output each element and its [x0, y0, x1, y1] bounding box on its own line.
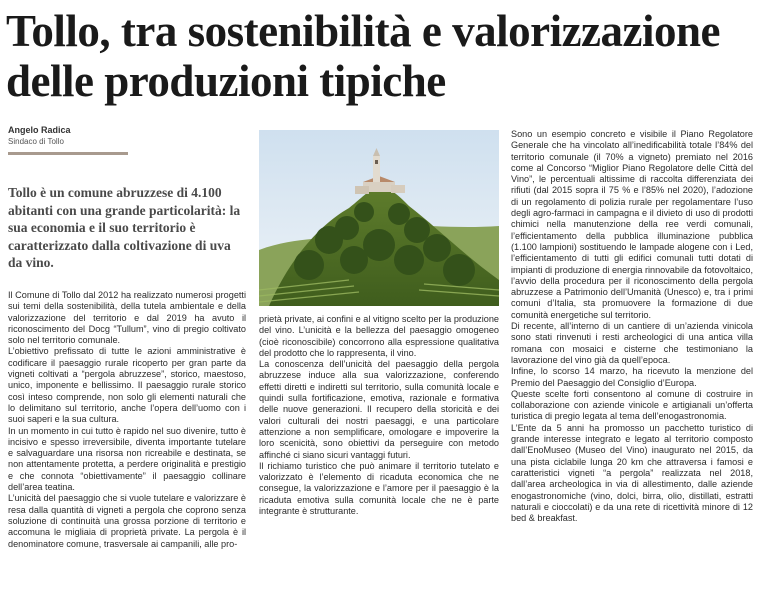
- author-role: Sindaco di Tollo: [8, 137, 64, 146]
- paragraph: Queste scelte forti consentono al comune di costruire in collaborazione con aziende vinicole e artigianali un’offerta turistica di pregio legata al tema dell’enogastronomia.: [511, 388, 753, 422]
- paragraph: L’obiettivo prefissato di tutte le azioni amministrative è codificare il paesaggio rurale ricoperto per gran parte da vigneti coltivati a “pergola abruzzese”, storico, maestoso, unico, imponente e bellissimo. Il paesaggio rurale storico così inteso comprende, non solo gli elementi naturali che lo delimitano sul territorio, anche l’opera dell’uomo con i suoi saperi e la sua cultura.: [8, 346, 246, 425]
- article-lead: Tollo è un comune abruzzese di 4.100 abitanti con una grande particolarità: la sua economia e il suo territorio è caratterizzato dalla coltivazione di uva da vino.: [8, 185, 241, 270]
- paragraph: L’Ente da 5 anni ha promosso un pacchetto turistico di grande interesse integrato e legato al territorio composto dall’EnoMuseo (Museo del Vino) inaugurato nel 2015, da una pista ciclabile lunga 20 km che attraversa i famosi e caratteristici vigneti “a pergola” realizzata nel 2018, dall’area archeologica in via di allestimento, dalle aziende enogastronomiche (vino, dolci, birra, olio, distillati, estratti naturali e cioccolati) e da una rete di ricettività minore di 12 bed & breakfast.: [511, 422, 753, 524]
- paragraph: In un momento in cui tutto è rapido nel suo divenire, tutto è incisivo e spesso irreversibile, diventa importante tutelare e salvaguardare una risorsa non ricreabile e destinata, se non attentamente protetta, a perdere originalità e prestigio e che connota “obiettivamente” il paesaggio collinare dell’area teatina.: [8, 425, 246, 493]
- text-column-3: [511, 129, 753, 524]
- paragraph: Sono un esempio concreto e visibile il Piano Regolatore Generale che ha vincolato all’inedificabilità totale l’84% del territorio comunale (il 70% a vigneto) premiato nel 2016 come al Concorso “Miglior Piano Regolatore delle Città del Vino”, le percentuali altissime di raccolta differenziata dei rifiuti (dal 2015 sopra il 75 % e l’85% nel 2020), l’adozione di un regolamento di polizia rurale per regolamentare l’uso degli agro-farmaci in campagna e il divieto di uso di prodotti chimici nella manutenzione della ree verdi comunali, l’efficientamento della pubblica illuminazione pubblica (1.100 lampioni) sostituendo le lampade alogene con i Led, l’efficientamento di tutti gli edifici comunali tutti dotati di impianti di produzione di energia rinnovabile da fotovoltaico, l’avvio della procedura per il riconoscimento della pergola abruzzese a Patrimonio dell’Umanità (Unesco) e, tra i primi comuni d’Italia, sta promuovere la formazione di due comunità energetiche sul territorio.: [511, 129, 753, 320]
- hill-village-vineyard-photo: [259, 130, 499, 306]
- paragraph: Il richiamo turistico che può animare il territorio tutelato e valorizzato è l’elemento di ricaduta economica che ne consegue, la valorizzazione e l’amore per il paesaggio è la ricaduta emotiva sulla comunità locale che ne è parte integrante è strutturante.: [259, 460, 499, 517]
- paragraph: La conoscenza dell’unicità del paesaggio della pergola abruzzese induce alla sua valorizzazione, conferendo effetti diretti e indiretti sul territorio, sulla comunità locale e quindi sulla fortificazione, emotiva, razionale e formativa delle nuove generazioni. Il recupero della storicità e dei valori culturali dei nostri paesaggi, e una particolare attenzione a non semplificare, omologare e impoverire la loro scenicità, sono obiettivi da perseguire con metodo affinché ci siano sicuri vantaggi futuri.: [259, 359, 499, 460]
- author-block: [8, 124, 71, 148]
- paragraph: prietà private, ai confini e al vitigno scelto per la produzione del vino. L’unicità e la bellezza del paesaggio omogeneo (cioè riconoscibile) concorrono alla espressione qualitativa del prodotto che lo rappresenta, il vino.: [259, 314, 499, 358]
- author-divider: [8, 152, 128, 155]
- paragraph: Di recente, all’interno di un cantiere di un’azienda vinicola sono stati rinvenuti i resti archeologici di una antica villa romana con mosaici e cisterne che testimoniano la lavorazione del vino già da quell’epoca.: [511, 321, 753, 365]
- article-headline: Tollo, tra sostenibilità e valorizzazione delle produzioni tipiche: [6, 6, 721, 106]
- text-column-2: [259, 314, 499, 517]
- author-name: Angelo Radica: [8, 125, 71, 135]
- paragraph: Infine, lo scorso 14 marzo, ha ricevuto la menzione del Premio del Paesaggio del Consiglio d’Europa.: [511, 366, 753, 388]
- text-column-1: [8, 290, 246, 550]
- paragraph: L’unicità del paesaggio che si vuole tutelare e valorizzare è resa dalla quantità di vigneti a pergola che coprono senza soluzione di continuità una grossa porzione di territorio e accomuna le migliaia di proprietà private. La pergola è il denominatore comune, trasversale ai campanili, alle pro-: [8, 493, 246, 549]
- paragraph: Il Comune di Tollo dal 2012 ha realizzato numerosi progetti sui temi della sostenibilità, della tutela ambientale e della valorizzazione del territorio e dal 2019 ha avuto il riconoscimento del Docg “Tullum”, vino di pregio coltivato solo nel territorio comunale.: [8, 290, 246, 346]
